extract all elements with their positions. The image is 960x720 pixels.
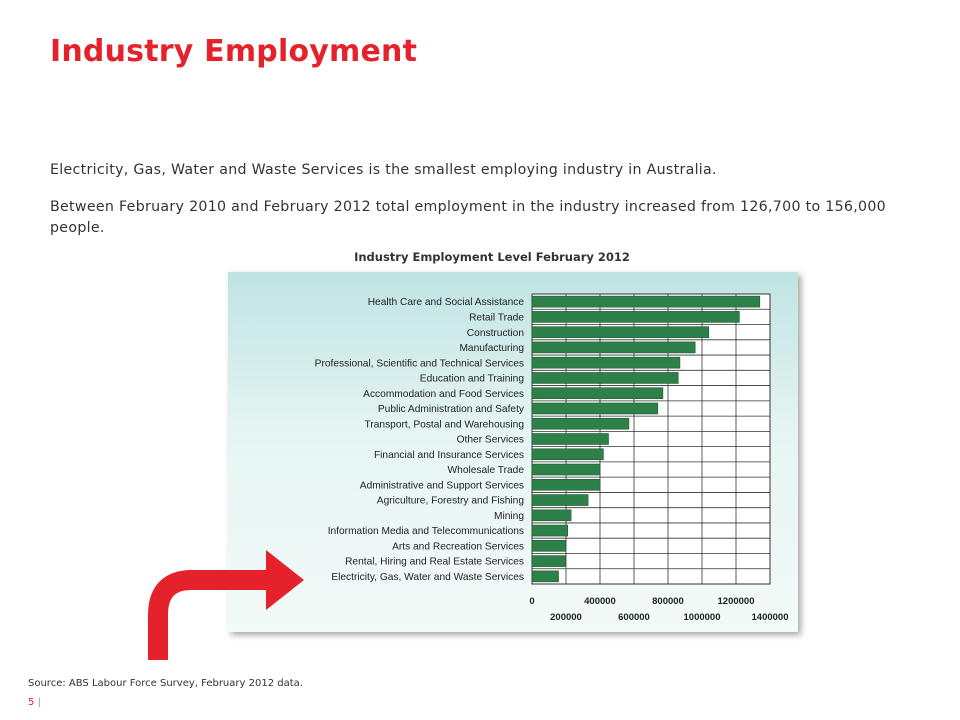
category-label: Arts and Recreation Services: [392, 541, 524, 553]
category-label: Electricity, Gas, Water and Waste Services: [331, 571, 524, 583]
category-label: Retail Trade: [469, 312, 524, 324]
category-label: Rental, Hiring and Real Estate Services: [345, 556, 524, 568]
bar: [532, 449, 603, 460]
intro-paragraph: Electricity, Gas, Water and Waste Services is the smallest employing industry in Australia.: [50, 162, 717, 178]
x-tick-label: 200000: [550, 612, 582, 623]
x-tick-label: 600000: [618, 612, 650, 623]
bar: [532, 540, 566, 551]
category-label: Education and Training: [419, 373, 524, 385]
bar: [532, 296, 760, 307]
bar: [532, 327, 709, 338]
chart-title: Industry Employment Level February 2012: [354, 250, 630, 264]
bar: [532, 556, 565, 567]
category-label: Professional, Scientific and Technical Services: [314, 358, 524, 370]
chart-panel: [228, 272, 798, 632]
bar: [532, 311, 739, 322]
bar: [532, 418, 629, 429]
category-label: Mining: [493, 510, 524, 522]
x-tick-label: 1200000: [717, 596, 755, 607]
bar: [532, 403, 658, 414]
x-tick-label: 800000: [652, 596, 684, 607]
category-label: Information Media and Telecommunications: [327, 526, 524, 538]
employment-change-paragraph: Between February 2010 and February 2012 total employment in the industry increased from 126,700 to 156,000 people.: [50, 199, 887, 236]
bar: [532, 372, 678, 383]
pointer-arrow-icon: [140, 540, 310, 665]
bar-chart: [228, 272, 798, 632]
category-label: Financial and Insurance Services: [373, 449, 524, 461]
bar: [532, 388, 663, 399]
page-number: [28, 697, 41, 708]
bar: [532, 571, 559, 582]
category-label: Public Administration and Safety: [377, 404, 524, 416]
slide-title: Industry Employment: [50, 34, 418, 69]
bar: [532, 479, 600, 490]
x-tick-label: 1400000: [751, 612, 789, 623]
x-tick-label: 1000000: [683, 612, 721, 623]
x-tick-label: 400000: [584, 596, 616, 607]
bar: [532, 510, 571, 521]
page-separator: |: [37, 697, 41, 708]
category-label: Wholesale Trade: [447, 465, 524, 477]
bar: [532, 434, 609, 445]
x-tick-label: 0: [529, 596, 535, 607]
bar: [532, 464, 600, 475]
category-label: Administrative and Support Services: [359, 480, 524, 492]
category-label: Other Services: [456, 434, 524, 446]
bar: [532, 357, 680, 368]
source-note: Source: ABS Labour Force Survey, February 2012 data.: [28, 678, 303, 689]
page-number-value: 5: [28, 697, 35, 708]
bar: [532, 342, 695, 353]
category-label: Transport, Postal and Warehousing: [364, 419, 524, 431]
bar: [532, 525, 568, 536]
category-label: Manufacturing: [459, 343, 524, 355]
category-label: Accommodation and Food Services: [363, 388, 524, 400]
category-label: Construction: [466, 327, 524, 339]
category-label: Health Care and Social Assistance: [367, 297, 524, 309]
category-label: Agriculture, Forestry and Fishing: [376, 495, 524, 507]
bar: [532, 495, 588, 506]
